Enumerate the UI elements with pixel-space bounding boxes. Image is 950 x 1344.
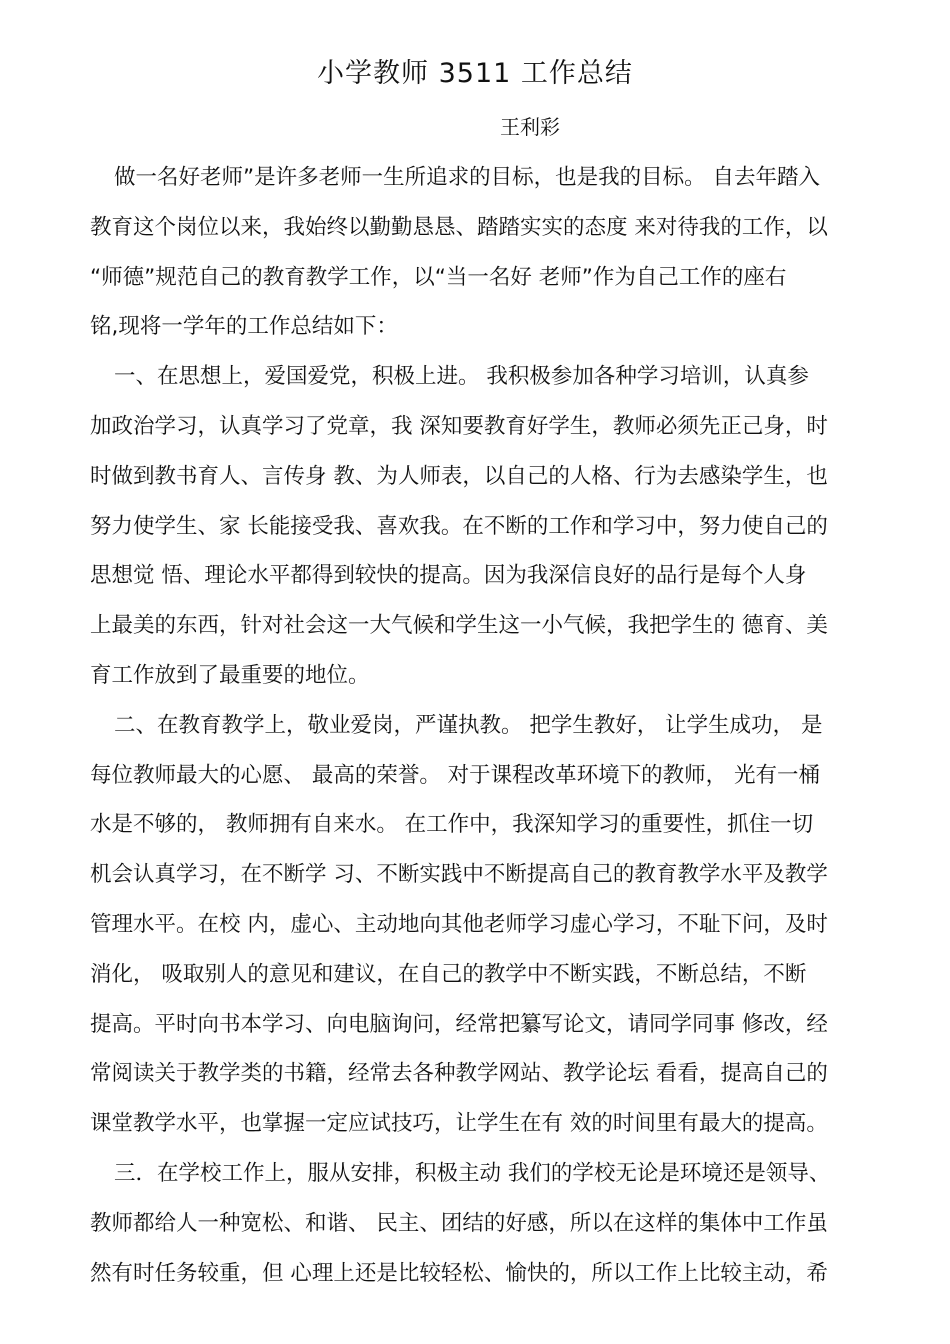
document-body — [90, 153, 860, 1298]
text-line: 每位教师最大的心愿、 最高的荣誉。 对于课程改革环境下的教师， 光有一桶 — [90, 762, 821, 788]
text-line: 育工作放到了最重要的地位。 — [90, 662, 370, 688]
text-line: 水是不够的， 教师拥有自来水。 在工作中，我深知学习的重要性，抓住一切 — [90, 812, 814, 838]
paragraph-section-3 — [90, 1149, 860, 1298]
text-line: 教育这个岗位以来，我始终以勤勤恳恳、踏踏实实的态度 来对待我的工作，以 — [90, 214, 828, 240]
text-line: 消化， 吸取别人的意见和建议，在自己的教学中不断实践，不断总结，不断 — [90, 961, 807, 987]
text-line: 时做到教书育人、言传身 教、为人师表，以自己的人格、行为去感染学生，也 — [90, 463, 828, 489]
text-line: 铭,现将一学年的工作总结如下： — [90, 314, 398, 340]
text-line: 努力使学生、家 长能接受我、喜欢我。在不断的工作和学习中，努力使自己的 — [90, 513, 828, 539]
text-line: 加政治学习，认真学习了党章，我 深知要教育好学生，教师必须先正己身，时 — [90, 413, 828, 439]
text-line: 教师都给人一种宽松、和谐、 民主、团结的好感，所以在这样的集体中工作虽 — [90, 1210, 828, 1236]
author-name: 王利彩 — [500, 115, 560, 139]
section-heading-line: 三．在学校工作上，服从安排，积极主动 我们的学校无论是环境还是领导、 — [114, 1160, 831, 1186]
text-line: 常阅读关于教学类的书籍，经常去各种教学网站、教学论坛 看看，提高自己的 — [90, 1061, 828, 1087]
section-heading-line: 二、在教育教学上，敬业爱岗，严谨执教。 把学生教好， 让学生成功， 是 — [114, 712, 823, 738]
text-line: 做一名好老师”是许多老师一生所追求的目标，也是我的目标。 自去年踏入 — [114, 165, 820, 190]
text-line: 思想觉 悟、理论水平都得到较快的提高。因为我深信良好的品行是每个人身 — [90, 563, 807, 589]
text-line: 提高。平时向书本学习、向电脑询问，经常把纂写论文，请同学同事 修改，经 — [90, 1011, 828, 1037]
text-line: “师德”规范自己的教育教学工作，以“当一名好 老师”作为自己工作的座右 — [90, 264, 787, 290]
document-title: 小学教师 3511 工作总结 — [317, 58, 633, 89]
text-line: 管理水平。在校 内，虚心、主动地向其他老师学习虚心学习，不耻下问，及时 — [90, 911, 828, 937]
paragraph-intro — [90, 153, 860, 352]
text-line: 机会认真学习，在不断学 习、不断实践中不断提高自己的教育教学水平及教学 — [90, 862, 828, 888]
section-heading-line: 一、在思想上，爱国爱党，积极上进。 我积极参加各种学习培训，认真参 — [114, 364, 809, 390]
text-line: 上最美的东西，针对社会这一大气候和学生这一小气候，我把学生的 德育、美 — [90, 613, 828, 639]
paragraph-section-1 — [90, 352, 860, 701]
text-line: 课堂教学水平，也掌握一定应试技巧，让学生在有 效的时间里有最大的提高。 — [90, 1111, 828, 1137]
paragraph-section-2 — [90, 701, 860, 1149]
text-line: 然有时任务较重，但 心理上还是比较轻松、愉快的，所以工作上比较主动，希 — [90, 1260, 828, 1286]
